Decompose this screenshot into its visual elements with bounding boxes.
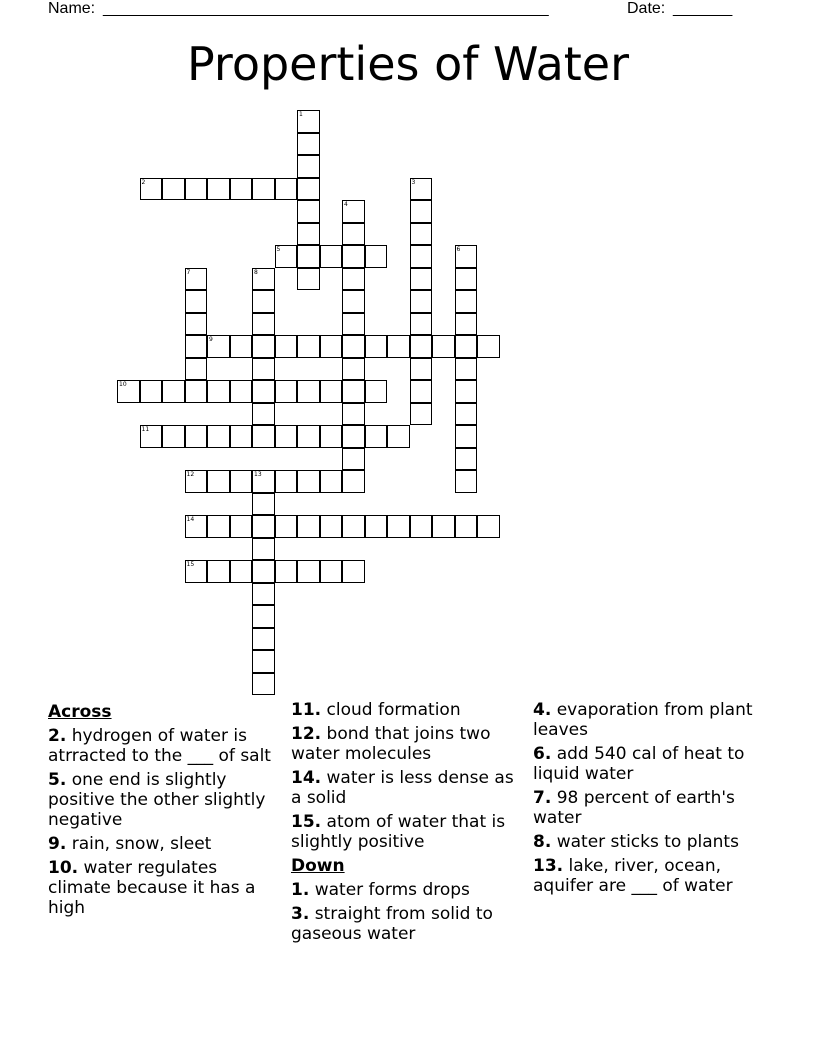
- clue-number: 13: [254, 471, 262, 478]
- crossword-cell[interactable]: [297, 223, 320, 246]
- crossword-cell[interactable]: [252, 673, 275, 696]
- crossword-cell[interactable]: [342, 425, 365, 448]
- crossword-cell[interactable]: [410, 358, 433, 381]
- crossword-cell[interactable]: [455, 380, 478, 403]
- clue-item-text: cloud formation: [326, 700, 461, 720]
- clue-item: [291, 700, 523, 720]
- crossword-cell[interactable]: [207, 335, 230, 358]
- clue-item-number: 6.: [533, 744, 552, 764]
- crossword-cell[interactable]: [455, 358, 478, 381]
- clue-number: 7: [186, 268, 191, 276]
- crossword-cell[interactable]: [410, 403, 433, 426]
- crossword-cell[interactable]: [297, 245, 320, 268]
- crossword-cell[interactable]: [185, 470, 208, 493]
- crossword-cell[interactable]: [297, 380, 320, 403]
- crossword-cell[interactable]: [342, 515, 365, 538]
- clue-item: [533, 832, 765, 852]
- crossword-cell[interactable]: [455, 515, 478, 538]
- clue-item-number: 2.: [48, 726, 67, 746]
- crossword-cell[interactable]: [455, 335, 478, 358]
- crossword-cell[interactable]: [252, 358, 275, 381]
- crossword-cell[interactable]: [252, 560, 275, 583]
- clue-item-number: 7.: [533, 788, 552, 808]
- crossword-cell[interactable]: [185, 290, 208, 313]
- clue-number: 14: [186, 516, 195, 523]
- clue-number: 1: [299, 111, 303, 118]
- clue-item-number: 10.: [48, 858, 79, 878]
- clue-item: [48, 834, 280, 854]
- clue-item: [48, 726, 280, 766]
- crossword-cell[interactable]: [297, 560, 320, 583]
- clue-item: [291, 880, 523, 900]
- crossword-cell[interactable]: [275, 245, 298, 268]
- clue-item-number: 3.: [291, 904, 310, 924]
- clue-item: [533, 700, 765, 740]
- clue-item-text: evaporation from plant leaves: [533, 700, 753, 740]
- clue-item-text: rain, snow, sleet: [71, 834, 212, 854]
- crossword-cell[interactable]: [185, 358, 208, 381]
- crossword-cell[interactable]: [365, 245, 388, 268]
- crossword-cell[interactable]: [207, 515, 230, 538]
- clue-number: 15: [186, 561, 195, 568]
- crossword-cell[interactable]: [455, 470, 478, 493]
- clue-number: 12: [186, 471, 195, 478]
- clue-item: [291, 768, 523, 808]
- crossword-cell[interactable]: [140, 178, 163, 201]
- crossword-cell[interactable]: [252, 380, 275, 403]
- crossword-cell[interactable]: [365, 335, 388, 358]
- clue-item: [291, 724, 523, 764]
- crossword-cell[interactable]: [342, 313, 365, 336]
- clue-item-text: water regulates climate because it has a high: [48, 858, 256, 918]
- page-title: Properties of Water: [186, 37, 630, 91]
- crossword-cell[interactable]: [297, 425, 320, 448]
- clue-number: 11: [141, 426, 150, 433]
- crossword-cell[interactable]: [230, 335, 253, 358]
- crossword-cell[interactable]: [387, 515, 410, 538]
- crossword-cell[interactable]: [297, 470, 320, 493]
- crossword-cell[interactable]: [207, 380, 230, 403]
- clue-item: [291, 812, 523, 852]
- crossword-cell[interactable]: [297, 515, 320, 538]
- clue-column-3: [533, 700, 765, 900]
- crossword-cell[interactable]: [162, 178, 185, 201]
- crossword-cell[interactable]: [320, 425, 343, 448]
- crossword-cell[interactable]: [275, 515, 298, 538]
- crossword-cell[interactable]: [230, 560, 253, 583]
- clue-item-number: 4.: [533, 700, 552, 720]
- crossword-cell[interactable]: [140, 425, 163, 448]
- crossword-cell[interactable]: [365, 515, 388, 538]
- crossword-cell[interactable]: [342, 290, 365, 313]
- clue-item-text: water forms drops: [314, 880, 470, 900]
- crossword-cell[interactable]: [342, 380, 365, 403]
- crossword-cell[interactable]: [230, 515, 253, 538]
- crossword-cell[interactable]: [342, 560, 365, 583]
- crossword-cell[interactable]: [320, 380, 343, 403]
- clue-item: [48, 858, 280, 918]
- crossword-cell[interactable]: [342, 470, 365, 493]
- crossword-cell[interactable]: [410, 515, 433, 538]
- crossword-cell[interactable]: [455, 245, 478, 268]
- crossword-cell[interactable]: [455, 290, 478, 313]
- crossword-cell[interactable]: [365, 425, 388, 448]
- crossword-cell[interactable]: [387, 425, 410, 448]
- crossword-cell[interactable]: [275, 335, 298, 358]
- crossword-cell[interactable]: [297, 133, 320, 156]
- name-label: Name:: [48, 0, 96, 17]
- crossword-cell[interactable]: [162, 380, 185, 403]
- clue-number: 6: [456, 246, 461, 253]
- clue-number: 5: [276, 246, 281, 253]
- crossword-cell[interactable]: [275, 178, 298, 201]
- clue-number: 3: [411, 178, 416, 186]
- crossword-cell[interactable]: [230, 380, 253, 403]
- crossword-cell[interactable]: [252, 268, 275, 291]
- crossword-cell[interactable]: [297, 110, 320, 133]
- crossword-cell[interactable]: [320, 335, 343, 358]
- crossword-cell[interactable]: [387, 335, 410, 358]
- crossword-cell[interactable]: [320, 245, 343, 268]
- clue-item: [533, 788, 765, 828]
- date-label: Date:: [627, 0, 666, 17]
- crossword-cell[interactable]: [410, 200, 433, 223]
- clue-heading: Down: [291, 856, 345, 876]
- clue-number: 10: [119, 381, 127, 388]
- crossword-cell[interactable]: [320, 515, 343, 538]
- crossword-cell[interactable]: [297, 178, 320, 201]
- crossword-cell[interactable]: [185, 515, 208, 538]
- crossword-cell[interactable]: [230, 178, 253, 201]
- crossword-cell[interactable]: [432, 335, 455, 358]
- clue-number: 9: [209, 336, 213, 343]
- crossword-cell[interactable]: [207, 178, 230, 201]
- crossword-cell[interactable]: [342, 335, 365, 358]
- clue-item: [291, 904, 523, 944]
- clue-item-number: 13.: [533, 856, 564, 876]
- crossword-cell[interactable]: [252, 628, 275, 651]
- crossword-cell[interactable]: [275, 380, 298, 403]
- crossword-cell[interactable]: [140, 380, 163, 403]
- crossword-cell[interactable]: [252, 313, 275, 336]
- crossword-cell[interactable]: [342, 403, 365, 426]
- crossword-cell[interactable]: [455, 425, 478, 448]
- crossword-cell[interactable]: [297, 268, 320, 291]
- crossword-cell[interactable]: [432, 515, 455, 538]
- clue-item-text: one end is slightly positive the other slightly negative: [48, 770, 266, 830]
- clue-number: 4: [344, 201, 348, 208]
- crossword-cell[interactable]: [207, 470, 230, 493]
- crossword-cell[interactable]: [185, 313, 208, 336]
- clue-item-number: 14.: [291, 768, 322, 788]
- crossword-cell[interactable]: [207, 560, 230, 583]
- crossword-cell[interactable]: [342, 448, 365, 471]
- crossword-cell[interactable]: [365, 380, 388, 403]
- crossword-cell[interactable]: [252, 178, 275, 201]
- crossword-cell[interactable]: [455, 403, 478, 426]
- crossword-cell[interactable]: [410, 313, 433, 336]
- clue-item-number: 15.: [291, 812, 322, 832]
- clue-item-text: lake, river, ocean, aquifer are ___ of water: [533, 856, 733, 896]
- clue-item-number: 12.: [291, 724, 322, 744]
- crossword-cell[interactable]: [252, 493, 275, 516]
- crossword-cell[interactable]: [162, 425, 185, 448]
- crossword-cell[interactable]: [275, 425, 298, 448]
- crossword-cell[interactable]: [252, 470, 275, 493]
- crossword-cell[interactable]: [275, 560, 298, 583]
- crossword-cell[interactable]: [185, 178, 208, 201]
- crossword-cell[interactable]: [477, 335, 500, 358]
- crossword-cell[interactable]: [320, 470, 343, 493]
- crossword-cell[interactable]: [230, 470, 253, 493]
- clue-item-number: 5.: [48, 770, 67, 790]
- clue-item-number: 11.: [291, 700, 322, 720]
- clue-column-1: [48, 700, 280, 922]
- crossword-cell[interactable]: [230, 425, 253, 448]
- crossword-cell[interactable]: [252, 335, 275, 358]
- crossword-cell[interactable]: [252, 538, 275, 561]
- clue-item-text: hydrogen of water is atrracted to the ___ of salt: [48, 726, 271, 766]
- crossword-cell[interactable]: [342, 245, 365, 268]
- date-field[interactable]: _______: [673, 0, 732, 17]
- clue-item-text: atom of water that is slightly positive: [291, 812, 506, 852]
- crossword-cell[interactable]: [342, 358, 365, 381]
- crossword-cell[interactable]: [410, 178, 433, 201]
- crossword-cell[interactable]: [252, 515, 275, 538]
- crossword-cell[interactable]: [185, 425, 208, 448]
- crossword-cell[interactable]: [342, 223, 365, 246]
- crossword-cell[interactable]: [342, 268, 365, 291]
- crossword-cell[interactable]: [410, 245, 433, 268]
- crossword-cell[interactable]: [455, 268, 478, 291]
- clue-item-number: 9.: [48, 834, 67, 854]
- crossword-cell[interactable]: [455, 313, 478, 336]
- crossword-cell[interactable]: [252, 583, 275, 606]
- clue-number: 8: [254, 268, 258, 276]
- crossword-cell[interactable]: [297, 335, 320, 358]
- crossword-cell[interactable]: [185, 560, 208, 583]
- clue-item-text: add 540 cal of heat to liquid water: [533, 744, 745, 784]
- crossword-cell[interactable]: [410, 268, 433, 291]
- clue-item: [533, 744, 765, 784]
- clue-number: 2: [141, 178, 146, 186]
- clue-item-number: 1.: [291, 880, 310, 900]
- crossword-cell[interactable]: [207, 425, 230, 448]
- crossword-cell[interactable]: [275, 470, 298, 493]
- crossword-cell[interactable]: [342, 200, 365, 223]
- crossword-cell[interactable]: [410, 335, 433, 358]
- clue-item-text: water sticks to plants: [556, 832, 739, 852]
- crossword-cell[interactable]: [252, 650, 275, 673]
- crossword-cell[interactable]: [297, 155, 320, 178]
- crossword-cell[interactable]: [252, 605, 275, 628]
- clue-item-text: bond that joins two water molecules: [291, 724, 491, 764]
- crossword-cell[interactable]: [455, 448, 478, 471]
- crossword-cell[interactable]: [252, 403, 275, 426]
- crossword-cell[interactable]: [477, 515, 500, 538]
- clue-heading: Across: [48, 702, 112, 722]
- crossword-cell[interactable]: [185, 380, 208, 403]
- crossword-cell[interactable]: [320, 560, 343, 583]
- clue-item: [533, 856, 765, 896]
- crossword-cell[interactable]: [117, 380, 140, 403]
- crossword-cell[interactable]: [252, 425, 275, 448]
- crossword-cell[interactable]: [410, 380, 433, 403]
- clue-item-text: straight from solid to gaseous water: [291, 904, 493, 944]
- crossword-cell[interactable]: [410, 290, 433, 313]
- crossword-cell[interactable]: [185, 268, 208, 291]
- clue-item: [48, 770, 280, 830]
- crossword-cell[interactable]: [410, 223, 433, 246]
- crossword-cell[interactable]: [297, 200, 320, 223]
- clue-column-2: [291, 700, 523, 948]
- crossword-cell[interactable]: [252, 290, 275, 313]
- name-field[interactable]: _____________________________________________________: [103, 0, 549, 17]
- clue-item-text: 98 percent of earth's water: [533, 788, 735, 828]
- clue-item-number: 8.: [533, 832, 552, 852]
- crossword-cell[interactable]: [185, 335, 208, 358]
- clue-item-text: water is less dense as a solid: [291, 768, 514, 808]
